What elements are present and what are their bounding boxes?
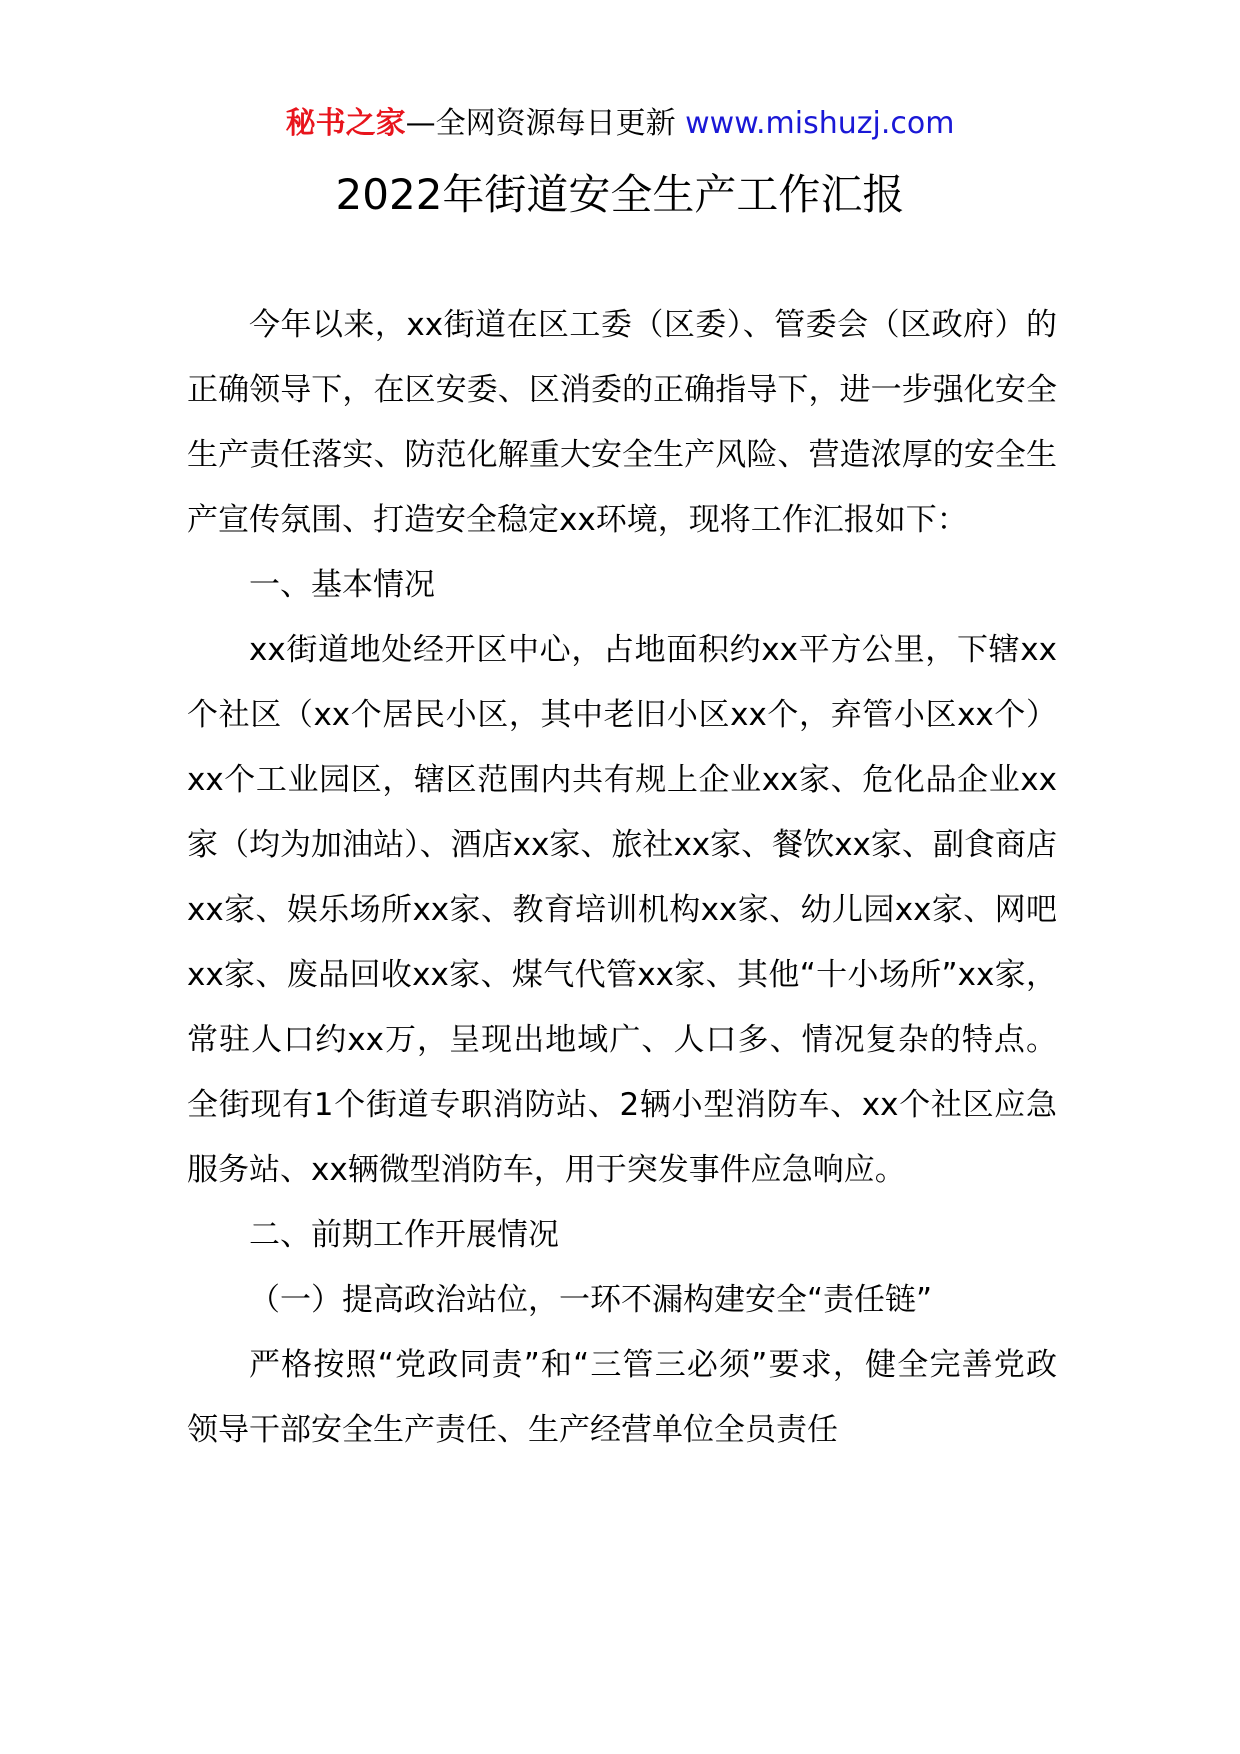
responsibility-paragraph: 严格按照“党政同责”和“三管三必须”要求，健全完善党政领导干部安全生产责任、生产经营单位全员责任 [187, 1347, 1057, 1448]
section-heading-previous-work: 二、前期工作开展情况 [249, 1217, 559, 1253]
subsection-heading-responsibility-chain: （一）提高政治站位，一环不漏构建安全“责任链” [249, 1282, 933, 1318]
document-title: 2022年街道安全生产工作汇报 [335, 170, 905, 219]
basic-situation-paragraph: xx街道地处经开区中心，占地面积约xx平方公里，下辖xx个社区（xx个居民小区，其中老旧小区xx个，弃管小区xx个）xx个工业园区，辖区范围内共有规上企业xx家、危化品企业xx家（均为加油站）、酒店xx家、旅社xx家、餐饮xx家、副食商店xx家、娱乐场所xx家、教育培训机构xx家、幼儿园xx家、网吧xx家、废品回收xx家、煤气代管xx家、其他“十小场所”xx家，常驻人口约xx万，呈现出地域广、人口多、情况复杂的特点。全街现有1个街道专职消防站、2辆小型消防车、xx个社区应急服务站、xx辆微型消防车，用于突发事件应急响应。 [187, 632, 1057, 1188]
brand-tagline: —全网资源每日更新 [405, 106, 676, 141]
document-body [187, 293, 1057, 1463]
site-watermark-header [0, 100, 1240, 148]
brand-name: 秘书之家 [285, 106, 406, 141]
intro-paragraph: 今年以来，xx街道在区工委（区委）、管委会（区政府）的正确领导下，在区安委、区消委的正确指导下，进一步强化安全生产责任落实、防范化解重大安全生产风险、营造浓厚的安全生产宣传氛围、打造安全稳定xx环境，现将工作汇报如下： [187, 307, 1057, 538]
section-heading-basic-situation: 一、基本情况 [249, 567, 435, 603]
site-url: www.mishuzj.com [685, 106, 955, 141]
